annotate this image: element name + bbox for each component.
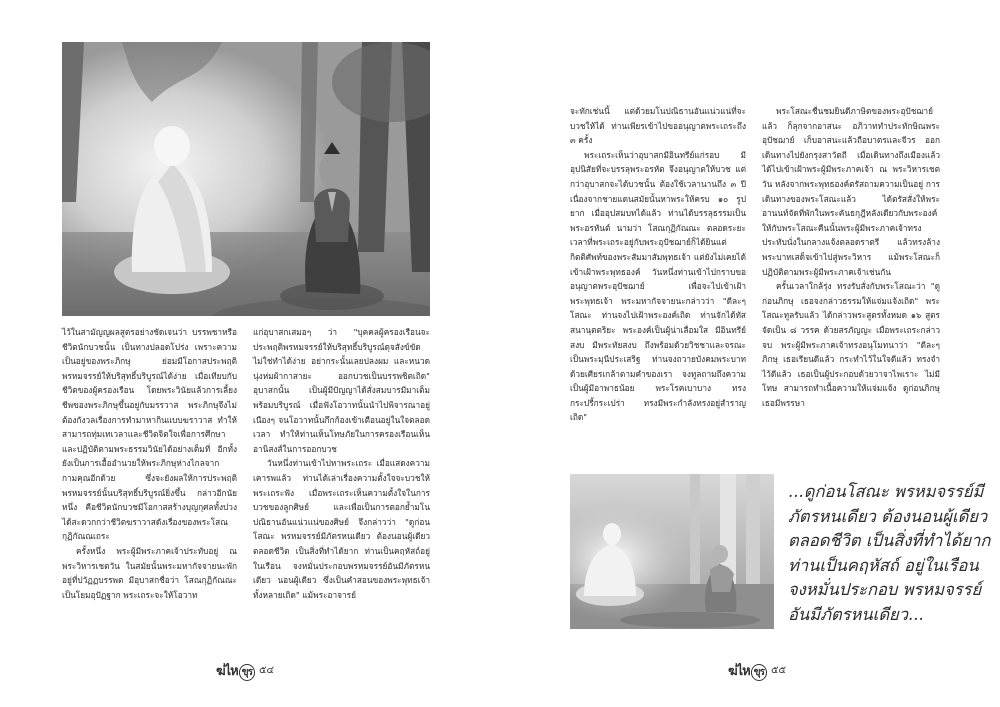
paragraph: พระเถระเห็นว่าอุบาสกมีอินทรีย์แก่รอบ มีอุปนิสัยที่จะบรรลุพระอรหัต จึงอนุญาตให้บวช แต่กว่าอุบาสกจะได้บวชนั้น ต้องใช้เวลานานถึง ๓ ปี เนื่องจากชายแดนสมัยนั้นหาพระให้ครบ ๑๐ รูปยาก เมื่ออุปสมบทได้แล้ว ท่านได้บรรลุธรรมเป็นพระอรหันต์ นามว่า โสณกุฏิกัณณะ ตลอดระยะเวลาที่พระเถระอยู่กับพระอุปัชฌาย์ก็ได้ยินแต่กิตติศัพท์ของพระสัมมาสัมพุทธเจ้า แต่ยังไม่เคยได้เข้าเฝ้าพระพุทธองค์ วันหนึ่งท่านเข้าไปกราบขออนุญาตพระอุปัชฌาย์ เพื่อจะไปเข้าเฝ้าพระพุทธเจ้า พระมหากัจจายนะกล่าวว่า "ดีละๆ โสณะ ท่านจงไปเฝ้าพระองค์เถิด ท่านจักได้ทัสสนานุตตริยะ พระองค์เป็นผู้น่าเลื่อมใส มีอินทรีย์สงบ มีพระทัยสงบ ถึงพร้อมด้วยวิชชาและจรณะ เป็นพระมุนีประเสริฐ ท่านจงถวายบังคมพระบาทด้วยเศียรเกล้าตามคำของเรา จงทูลถามถึงความเป็นผู้มีอาพาธน้อย พระโรคเบาบาง ทรงกระปรี้กระเปร่า ทรงมีพระกำลังทรงอยู่สำราญเถิด" <box>570 149 746 423</box>
right-column-2 <box>762 104 940 462</box>
magazine-logo: ฆ่ไห ขุร <box>728 660 767 681</box>
left-column-2 <box>253 325 430 647</box>
paragraph: แก่อุบาสกเสมอๆ ว่า "บุคคลผู้ครองเรือนจะประพฤติพรหมจรรย์ให้บริสุทธิ์บริบูรณ์ดุจสังข์ขัดไม่ใช่ทำได้ง่าย อย่ากระนั้นเลยปลงผม และหนวดนุ่งห่มผ้ากาสายะ ออกบวชเป็นบรรพชิตเถิด" อุบาสกนั้น เป็นผู้มีปัญญาได้สั่งสมบารมีมาเต็มพร้อมบริบูรณ์ เมื่อฟังโอวาทนั้นนำไปพิจารณาอยู่เนืองๆ จนโอวาทนั้นกึกก้องเข้าเตือนอยู่ในใจตลอดเวลา ทำให้ท่านเห็นโทษภัยในการครองเรือนเห็นอานิสงส์ในการออกบวช <box>253 327 430 454</box>
illustration-monk-and-layman <box>62 42 430 316</box>
paragraph: พระโสณะชื่นชมยินดีภาษิตของพระอุปัชฌาย์แล้ว ก็ลุกจากอาสนะ อภิวาททำประทักษิณพระอุปัชฌาย์ เก็บอาสนะแล้วถือบาตรและจีวร ออกเดินทางไปยังกรุงสาวัตถี เมื่อเดินทางถึงเมืองแล้ว ได้ไปเข้าเฝ้าพระผู้มีพระภาคเจ้า ณ พระวิหารเชตวัน หลังจากพระพุทธองค์ตรัสถามความเป็นอยู่ การเดินทางของพระโสณะแล้ว ได้ตรัสสั่งให้พระอานนท์จัดที่พักในพระคันธกุฎีหลังเดียวกับพระองค์ให้กับพระโสณะคืนนั้นพระผู้มีพระภาคเจ้าทรงประทับนั่งในกลางแจ้งตลอดราตรี แล้วทรงล้างพระบาทเสด็จเข้าไปสู่พระวิหาร แม้พระโสณะก็ปฏิบัติตามพระผู้มีพระภาคเจ้าเช่นกัน <box>762 106 940 277</box>
paragraph: ไว้ในสามัญญผลสูตรอย่างชัดเจนว่า บรรพชาหรือชีวิตนักบวชนั้น เป็นทางปลอดโปร่ง เพราะความเป็นอยู่ของพระภิกษุ ย่อมมีโอกาสประพฤติพรหมจรรย์ให้บริสุทธิ์บริบูรณ์ได้ง่าย เมื่อเทียบกับชีวิตของผู้ครองเรือน โดยพระวินัยแล้วการเลี้ยงชีพของพระภิกษุขึ้นอยู่กับมรรวาส พระภิกษุจึงไม่ต้องกังวลเรื่องการทำมาหากินแบบฆราวาส ทำให้สามารถทุ่มเทเวลาและชีวิตจิตใจเพื่อการศึกษา และปฏิบัติตามพระธรรมวินัยได้อย่างเต็มที่ อีกทั้งยังเป็นการเอื้ออำนวยให้พระภิกษุห่างไกลจากกามคุณอีกด้วย ซึ่งจะยังผลให้การประพฤติพรหมจรรย์นั้นบริสุทธิ์บริบูรณ์ยิ่งขึ้น กล่าวอีกนัยหนึ่ง คือชีวิตนักบวชมีโอกาสสร้างบุญกุศลทั้งปวงได้สะดวกกว่าชีวิตฆราวาสดังเรื่องของพระโสณกุฏิกัณณเถระ <box>62 327 237 542</box>
page-number: ๕๔ <box>258 665 275 676</box>
paragraph: ครั้นเวลาใกล้รุ่ง ทรงรับสั่งกับพระโสณะว่า "ดูก่อนภิกษุ เธอจงกล่าวธรรมให้แจ่มแจ้งเถิด" พระโสณะทูลรับแล้ว ได้กล่าวพระสูตรทั้งหมด ๑๖ สูตร จัดเป็น ๘ วรรค ด้วยสรภัญญะ เมื่อพระเถระกล่าวจบ พระผู้มีพระภาคเจ้าทรงอนุโมทนาว่า "ดีละๆ ภิกษุ เธอเรียนดีแล้ว กระทำไว้ในใจดีแล้ว ทรงจำไว้ดีแล้ว เธอเป็นผู้ประกอบด้วยวาจาไพเราะ ไม่มีโทษ สามารถทำเนื้อความให้แจ่มแจ้ง ดูก่อนภิกษุ เธอมีพรรษา <box>762 281 940 408</box>
left-page-footer <box>216 660 274 681</box>
forest-painting <box>62 42 430 316</box>
temple-painting <box>570 474 774 629</box>
paragraph: ครั้งหนึ่ง พระผู้มีพระภาคเจ้าประทับอยู่ ณ พระวิหารเชตวัน ในสมัยนั้นพระมหากัจจายนะพักอยู่ที่ปวัฏฏบรรพต มีอุบาสกชื่อว่า โสณกุฏิกัณณะ เป็นโยมอุปัฏฐาก พระเถระจะให้โอวาท <box>62 545 237 600</box>
illustration-monk-before-buddha <box>570 474 774 629</box>
magazine-logo: ฆ่ไห ขุร <box>216 660 255 681</box>
pull-quote: ...ดูก่อนโสณะ พรหมจรรย์มีภัตรหนเดียว ต้องนอนผู้เดียวตลอดชีวิต เป็นสิ่งที่ทำได้ยาก ท่านเป็นคฤหัสถ์ อยู่ในเรือน จงหมั่นประกอบ พรหมจรรย์ อันมีภัตรหนเดียว... <box>788 482 991 624</box>
left-column-1 <box>62 325 237 647</box>
right-page-footer <box>728 660 786 681</box>
page-number: ๕๕ <box>770 665 787 676</box>
right-page <box>500 0 1000 707</box>
right-column-1 <box>570 104 746 462</box>
paragraph: วันหนึ่งท่านเข้าไปหาพระเถระ เมื่อแสดงความเคารพแล้ว ท่านได้เล่าเรื่องความตั้งใจจะบวชให้พระเถระฟัง เมื่อพระเถระเห็นความตั้งใจในการบวชของลูกศิษย์ และเพื่อเป็นการตอกย้ำมโนปณิธานอันแน่วแน่ของศิษย์ จึงกล่าวว่า "ดูก่อนโสณะ พรหมจรรย์มีภัตรหนเดียว ต้องนอนผู้เดียวตลอดชีวิต เป็นสิ่งที่ทำได้ยาก ท่านเป็นคฤหัสถ์อยู่ในเรือน จงหมั่นประกอบพรหมจรรย์อันมีภัตรหนเดียว นอนผู้เดียว ซึ่งเป็นคำสอนของพระพุทธเจ้าทั้งหลายเถิด" แม้พระอาจารย์ <box>253 458 430 600</box>
paragraph: จะทักเช่นนี้ แต่ด้วยมโนปณิธานอันแน่วแน่ที่จะบวชให้ได้ ท่านเพียรเข้าไปขออนุญาตพระเถระถึง ๓ ครั้ง <box>570 106 746 146</box>
